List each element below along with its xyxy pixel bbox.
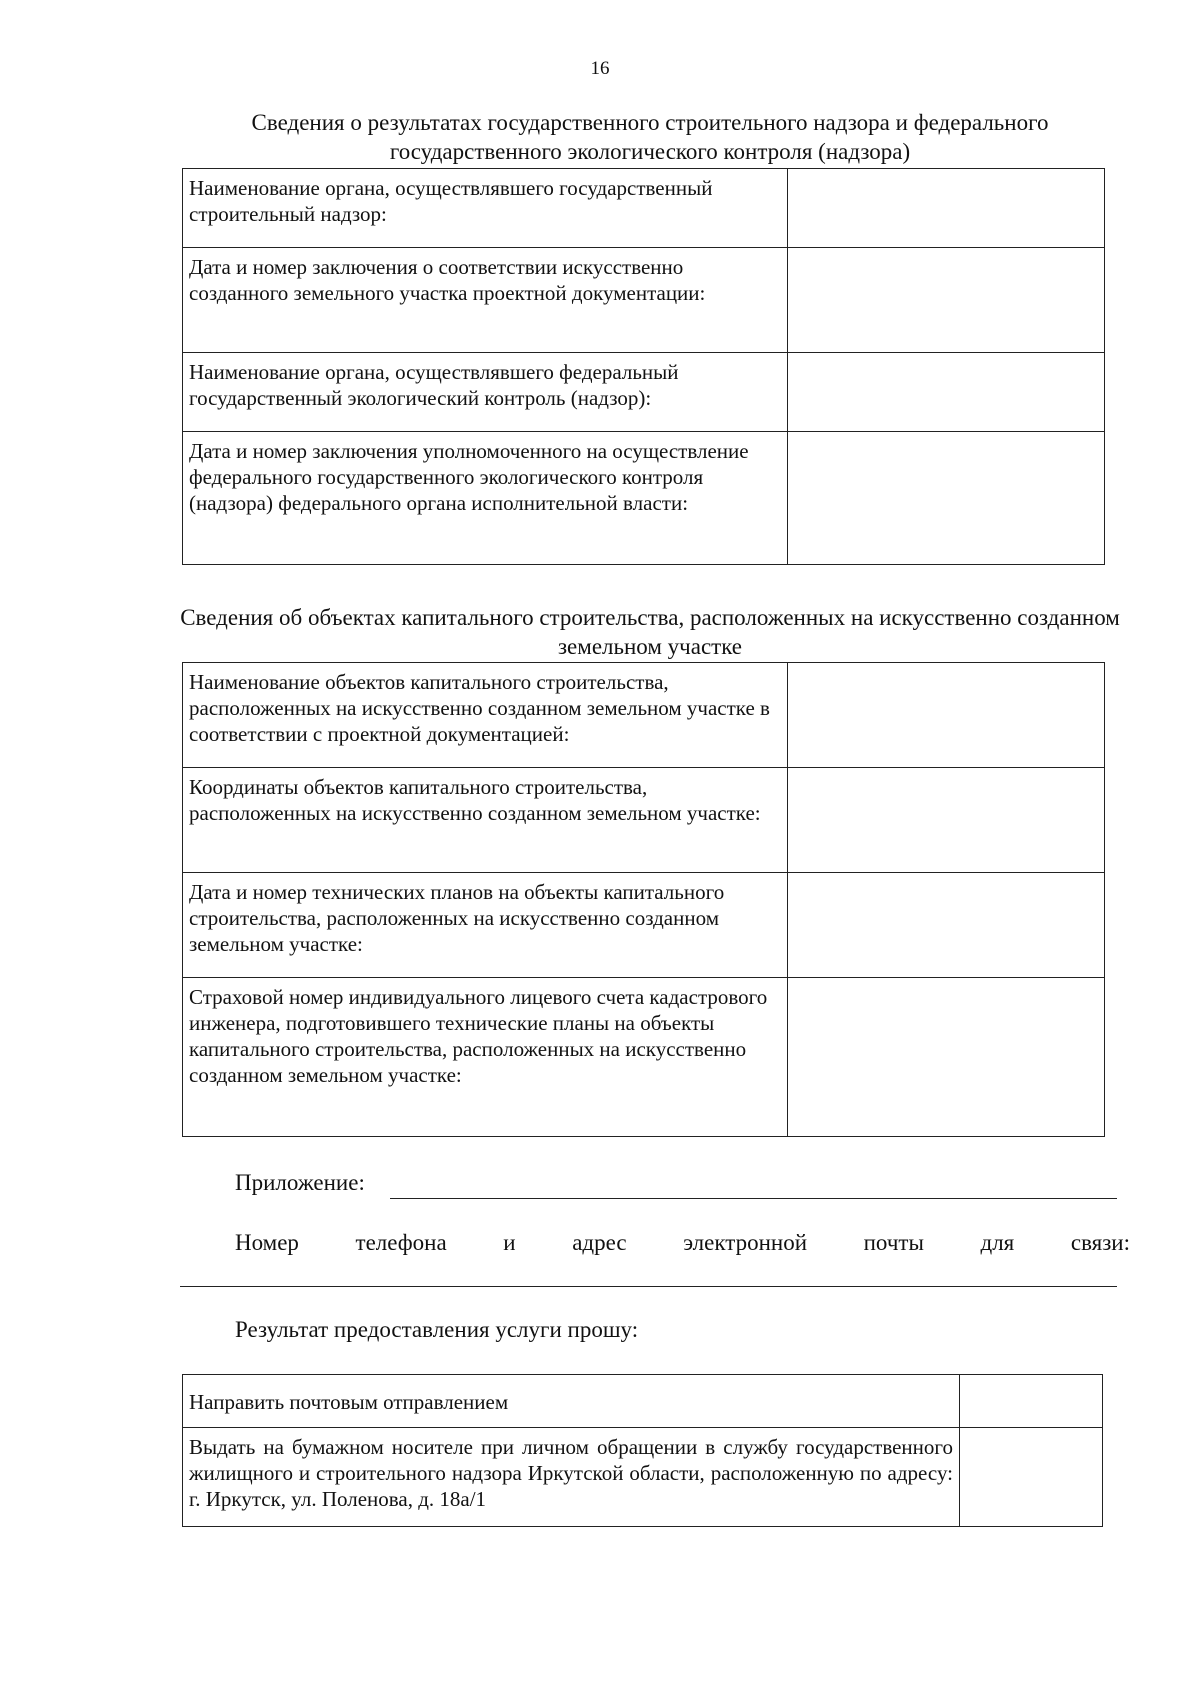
- table-row: [183, 353, 1105, 432]
- option-label: Выдать на бумажном носителе при личном обращении в службу государственного жилищного и строительного надзора Иркутской области, расположенную по адресу: г. Иркутск, ул. Поленова, д. 18а/1: [183, 1428, 960, 1527]
- field-label: Наименование объектов капитального строительства, расположенных на искусственно созданном земельном участке в соответствии с проектной документацией:: [183, 663, 788, 768]
- table-row: [183, 768, 1105, 873]
- field-label: Страховой номер индивидуального лицевого счета кадастрового инженера, подготовившего технические планы на объекты капитального строительства, расположенных на искусственно созданном земельном участке:: [183, 978, 788, 1137]
- field-label: Дата и номер технических планов на объекты капитального строительства, расположенных на искусственно созданном земельном участке:: [183, 873, 788, 978]
- table-row: [183, 873, 1105, 978]
- contact-input-line[interactable]: [180, 1286, 1117, 1287]
- field-value[interactable]: [788, 432, 1105, 565]
- field-value[interactable]: [788, 978, 1105, 1137]
- field-value[interactable]: [788, 248, 1105, 353]
- field-label: Наименование органа, осуществлявшего федеральный государственный экологический контроль (надзор):: [183, 353, 788, 432]
- table-row: [183, 978, 1105, 1137]
- result-method-table: [182, 1374, 1103, 1527]
- contact-label: Номер телефона и адрес электронной почты для связи:: [235, 1230, 1130, 1255]
- table-row: [183, 663, 1105, 768]
- table-row: [183, 432, 1105, 565]
- field-value[interactable]: [788, 663, 1105, 768]
- attachment-label: Приложение:: [235, 1170, 365, 1195]
- option-label: Направить почтовым отправлением: [183, 1375, 960, 1428]
- option-checkbox[interactable]: [960, 1375, 1103, 1428]
- table-row: [183, 1375, 1103, 1428]
- option-checkbox[interactable]: [960, 1428, 1103, 1527]
- field-label: Дата и номер заключения о соответствии искусственно созданного земельного участка проектной документации:: [183, 248, 788, 353]
- supervision-table: [182, 168, 1105, 565]
- field-value[interactable]: [788, 768, 1105, 873]
- section-title-supervision: Сведения о результатах государственного строительного надзора и федерального государственного экологического контроля (надзора): [251, 110, 1049, 164]
- field-label: Наименование органа, осуществлявшего государственный строительный надзор:: [183, 169, 788, 248]
- field-value[interactable]: [788, 169, 1105, 248]
- page-number: 16: [590, 58, 610, 79]
- section-title-capital-objects: Сведения об объектах капитального строительства, расположенных на искусственно созданном земельном участке: [180, 605, 1120, 659]
- field-value[interactable]: [788, 353, 1105, 432]
- capital-objects-table: [182, 662, 1105, 1137]
- table-row: [183, 248, 1105, 353]
- field-label: Дата и номер заключения уполномоченного на осуществление федерального государственного экологического контроля (надзора) федерального органа исполнительной власти:: [183, 432, 788, 565]
- field-value[interactable]: [788, 873, 1105, 978]
- attachment-input-line[interactable]: [390, 1198, 1117, 1199]
- result-method-label: Результат предоставления услуги прошу:: [235, 1317, 639, 1342]
- table-row: [183, 1428, 1103, 1527]
- field-label: Координаты объектов капитального строительства, расположенных на искусственно созданном земельном участке:: [183, 768, 788, 873]
- table-row: [183, 169, 1105, 248]
